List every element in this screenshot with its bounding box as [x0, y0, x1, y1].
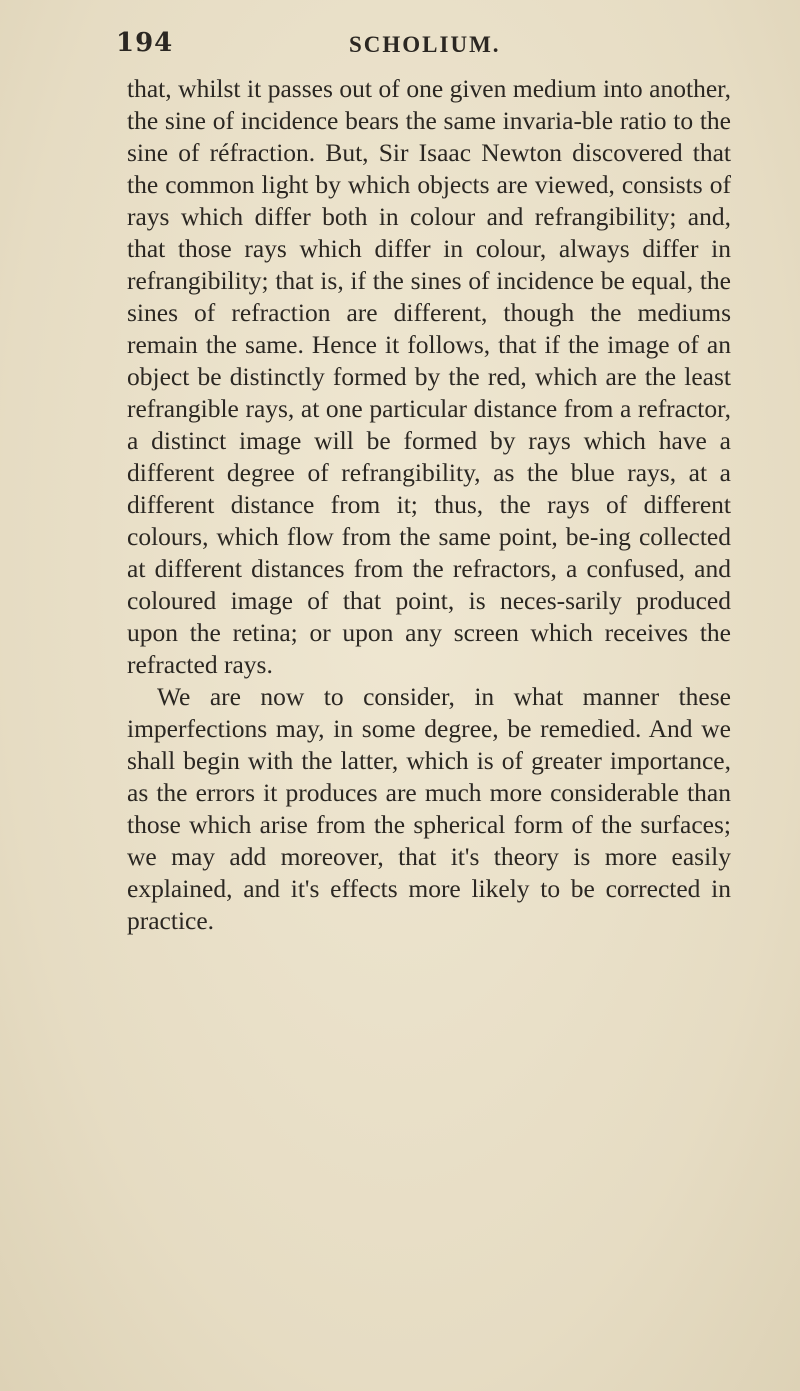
paragraph-continued: that, whilst it passes out of one given medium into another, the sine of incidence bears the same invaria-ble ratio to the sine of réfraction. But, Sir Isaac Newton discovered that the common light by which objects are viewed, consists of rays which differ both in colour and refrangibility; and, that those rays which differ in colour, always differ in refrangibility; that is, if the sines of incidence be equal, the sines of refraction are different, though the mediums remain the same. Hence it follows, that if the image of an object be distinctly formed by the red, which are the least refrangible rays, at one particular distance from a refractor, a distinct image will be formed by rays which have a different degree of refrangibility, as the blue rays, at a different distance from it; thus, the rays of different colours, which flow from the same point, be-ing collected at different distances from the refractors, a confused, and coloured image of that point, is neces-sarily produced upon the retina; or upon any screen which receives the refracted rays.	[127, 74, 731, 679]
page-header	[116, 28, 676, 68]
paragraph-new: We are now to consider, in what manner these imperfections may, in some degree, be remedied. And we shall begin with the latter, which is of greater importance, as the errors it produces are much more considerable than those which arise from the spherical form of the surfaces; we may add moreover, that it's theory is more easily explained, and it's effects more likely to be corrected in practice.	[127, 682, 731, 935]
page-number: 194	[116, 28, 174, 58]
running-title: SCHOLIUM.	[349, 32, 501, 57]
body-text	[127, 73, 731, 937]
